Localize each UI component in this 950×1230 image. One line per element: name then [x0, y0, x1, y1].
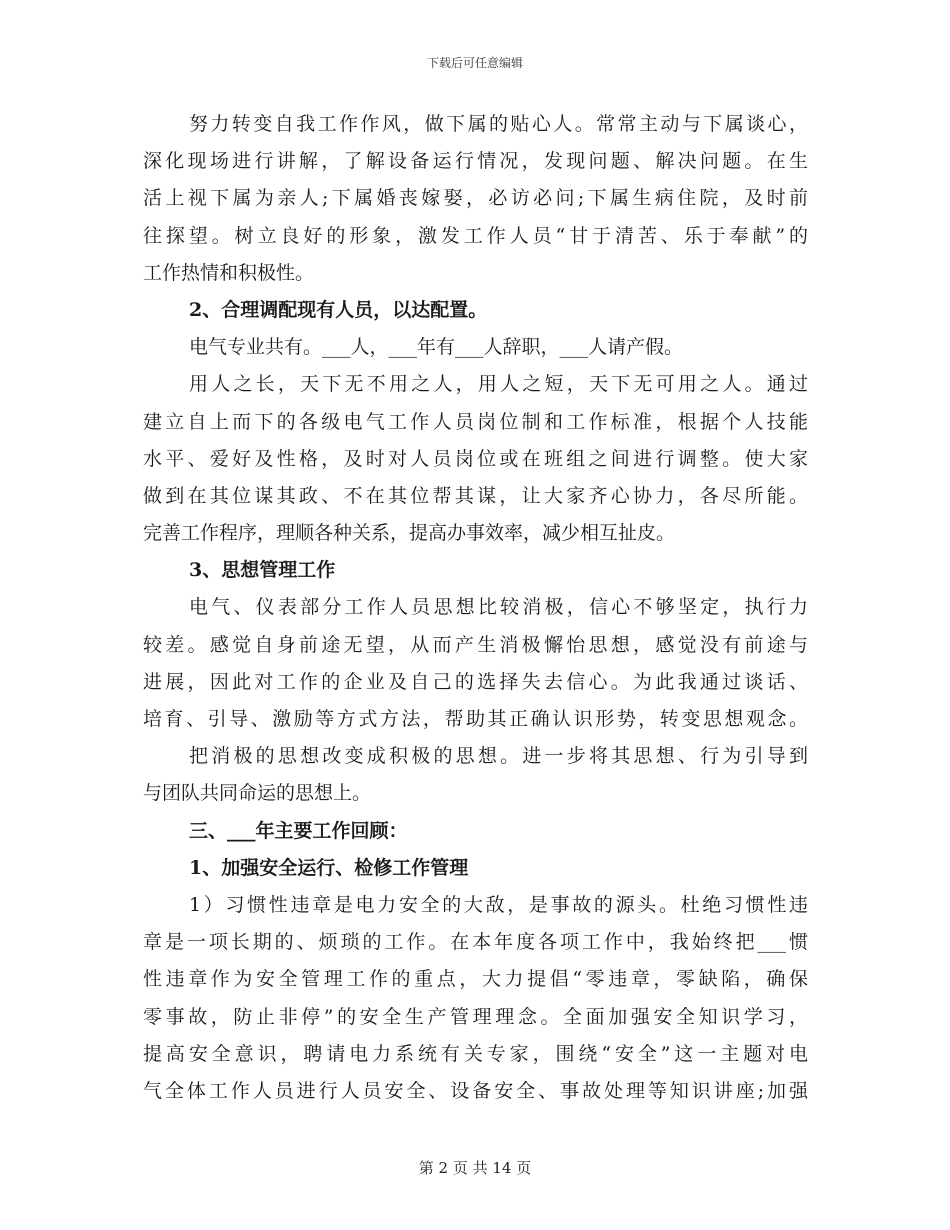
- section-heading: 三、___年主要工作回顾：: [189, 819, 408, 842]
- text-line: 与团队共同命运的思想上。: [143, 782, 372, 805]
- text-line: 工作热情和积极性。: [143, 261, 315, 284]
- text-line: 完善工作程序，理顺各种关系，提高办事效率，减少相互扯皮。: [143, 522, 676, 545]
- section-heading: 1、加强安全运行、检修工作管理: [189, 856, 469, 879]
- text-line: 把消极的思想改变成积极的思想。进一步将其思想、行为引导到: [189, 745, 808, 768]
- text-line: 深化现场进行讲解，了解设备运行情况，发现问题、解决问题。在生: [143, 150, 808, 173]
- text-line: 电气、仪表部分工作人员思想比较消极，信心不够坚定，执行力: [189, 596, 808, 619]
- text-line: 努力转变自我工作作风，做下属的贴心人。常常主动与下属谈心，: [189, 113, 808, 135]
- text-line: 提高安全意识，聘请电力系统有关专家，围绕“安全”这一主题对电: [143, 1042, 808, 1065]
- section-heading: 2、合理调配现有人员，以达配置。: [189, 298, 488, 321]
- text-line: 较差。感觉自身前途无望，从而产生消极懈怡思想，感觉没有前途与: [143, 633, 808, 656]
- text-line: 往探望。树立良好的形象，激发工作人员“甘于清苦、乐于奉献”的: [143, 224, 808, 247]
- text-line: 电气专业共有。___人，___年有___人辞职，___人请产假。: [189, 336, 684, 359]
- section-heading: 3、思想管理工作: [189, 559, 336, 582]
- text-line: 用人之长，天下无不用之人，用人之短，天下无可用之人。通过: [189, 373, 808, 396]
- text-line: 培育、引导、激励等方式方法，帮助其正确认识形势，转变思想观念。: [143, 708, 808, 730]
- text-line: 活上视下属为亲人;下属婚丧嫁娶，必访必问;下属生病住院，及时前: [143, 187, 808, 210]
- text-line: 进展，因此对工作的企业及自己的选择失去信心。为此我通过谈话、: [143, 670, 808, 693]
- text-line: 气全体工作人员进行人员安全、设备安全、事故处理等知识讲座;加强: [143, 1079, 808, 1102]
- text-line: 水平、爱好及性格，及时对人员岗位或在班组之间进行调整。使大家: [143, 447, 808, 470]
- text-line: 零事故，防止非停”的安全生产管理理念。全面加强安全知识学习，: [143, 1005, 808, 1028]
- text-line: 章是一项长期的、烦琐的工作。在本年度各项工作中，我始终把___惯: [143, 931, 808, 954]
- text-line: 建立自上而下的各级电气工作人员岗位制和工作标准，根据个人技能: [143, 410, 808, 433]
- page-header: 下载后可任意编辑: [426, 56, 523, 70]
- page-number: 第 2 页 共 14 页: [418, 1159, 532, 1177]
- text-line: 1）习惯性违章是电力安全的大敌，是事故的源头。杜绝习惯性违: [189, 893, 808, 916]
- document-body: [143, 106, 808, 1110]
- text-line: 做到在其位谋其政、不在其位帮其谋，让大家齐心协力，各尽所能。: [143, 484, 808, 507]
- text-line: 性违章作为安全管理工作的重点，大力提倡“零违章，零缺陷，确保: [143, 968, 808, 991]
